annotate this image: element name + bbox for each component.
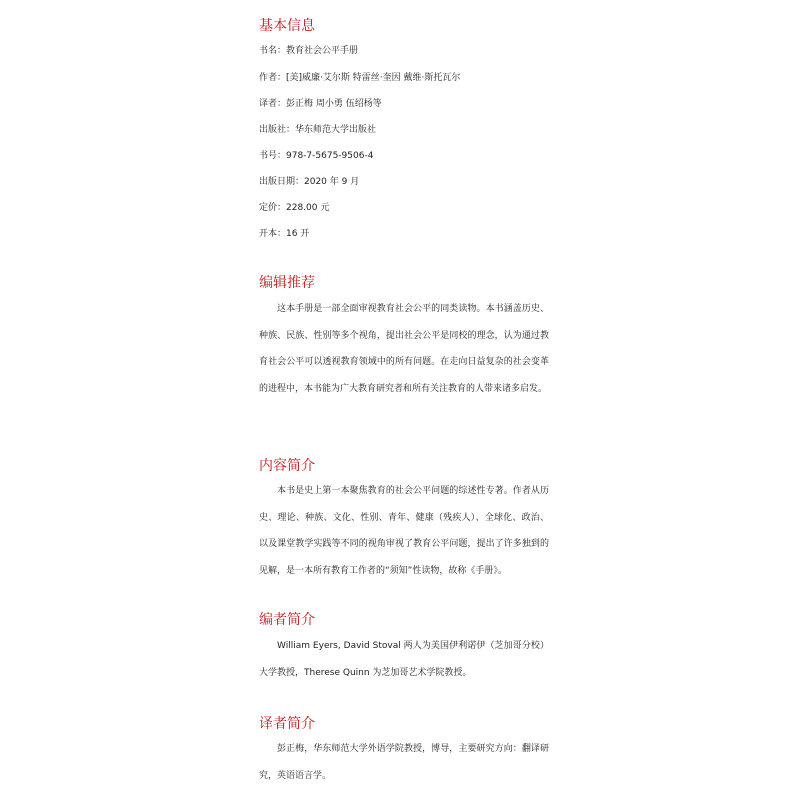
editor-rec-text: 这本手册是一部全面审视教育社会公平的同类读物。本书涵盖历史、种族、民族、性别等多个视角，提出社会公平是同校的理念，认为通过教育社会公平可以透视教育领域中的所有问题。在走向日益复杂的社会变革的进程中，本书能为广大教育研究者和所有关注教育的人带来诸多启发。	[259, 304, 549, 394]
info-translator: 译者：彭正梅 周小勇 伍绍杨等	[259, 99, 382, 109]
editor-intro-heading: 编者简介	[259, 612, 315, 628]
info-publisher: 出版社：华东师范大学出版社	[259, 125, 377, 135]
info-isbn: 书号：978-7-5675-9506-4	[259, 151, 374, 161]
info-title: 书名：教育社会公平手册	[259, 46, 359, 56]
translator-intro-text: 彭正梅，华东师范大学外语学院教授，博导，主要研究方向：翻译研究，英语语言学。	[259, 744, 549, 781]
content-intro-heading: 内容简介	[259, 458, 315, 474]
translator-intro-heading: 译者简介	[259, 716, 315, 732]
editor-rec-heading: 编辑推荐	[259, 275, 315, 291]
content-intro-text: 本书是史上第一本聚焦教育的社会公平问题的综述性专著。作者从历史、理论、种族、文化、性别、青年、健康（残疾人）、全球化、政治、以及课堂教学实践等不同的视角审视了教育公平问题，提出了许多独到的见解，是一本所有教育工作者的“须知”性读物，故称《手册》。	[259, 486, 549, 576]
basic-info-heading: 基本信息	[259, 18, 315, 34]
editor-intro-text: William Eyers, David Stoval 两人为美国伊利诺伊（芝加哥分校）大学教授，Therese Quinn 为芝加哥艺术学院教授。	[259, 641, 549, 678]
info-pub-date: 出版日期：2020 年 9 月	[259, 177, 360, 187]
info-format: 开本：16 开	[259, 229, 310, 239]
info-price: 定价：228.00 元	[259, 203, 330, 213]
info-author: 作者：[美]威廉·艾尔斯 特雷丝·奎因 戴维·斯托瓦尔	[259, 73, 461, 83]
